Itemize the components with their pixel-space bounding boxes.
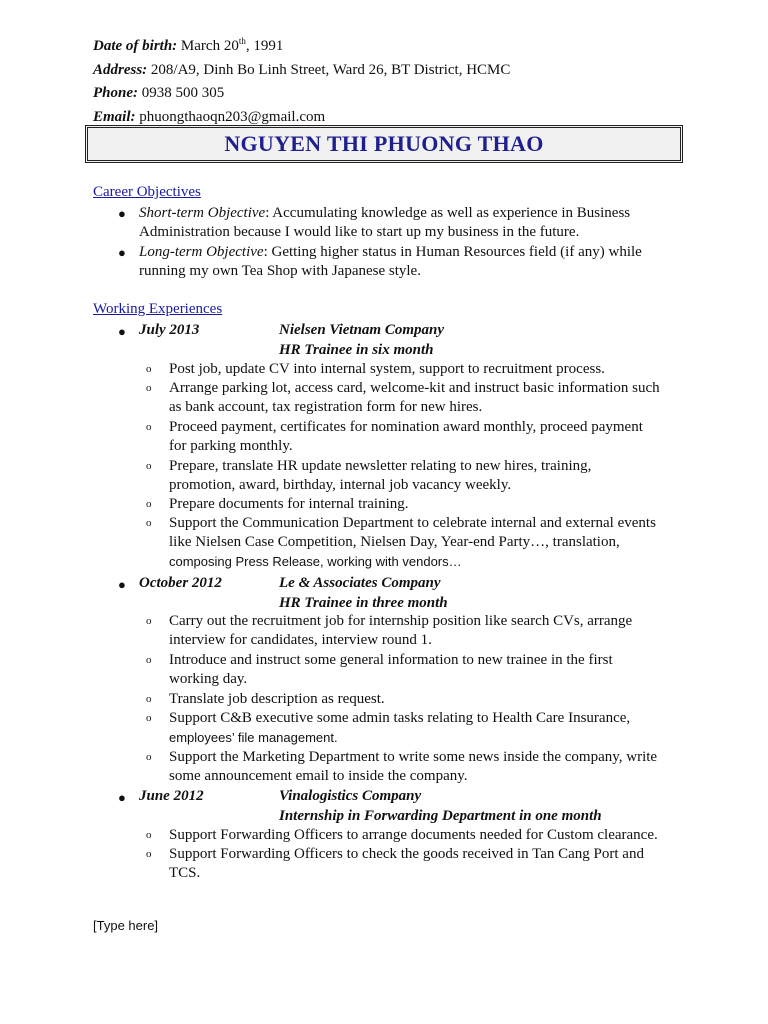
full-name: NGUYEN THI PHUONG THAO xyxy=(224,131,544,156)
job-date: July 2013 xyxy=(139,322,200,338)
bullet-icon: ● xyxy=(118,577,126,592)
address-label: Address: xyxy=(93,61,148,78)
task-item: o Carry out the recruitment job for internship position like search CVs, arrange interview for candidates, interview round 1. xyxy=(146,613,633,649)
job-le-associates xyxy=(139,574,679,613)
task-item: o Support Forwarding Officers to check the goods received in Tan Cang Port and TCS. xyxy=(146,846,644,882)
phone-line xyxy=(93,82,510,106)
job-date: June 2012 xyxy=(139,788,204,804)
job-vinalogistics xyxy=(139,787,679,826)
job-company: Le & Associates Company xyxy=(279,575,441,591)
task-item: o Prepare, translate HR update newsletter relating to new hires, training, promotion, award, birthday, internal job vacancy weekly. xyxy=(146,458,592,494)
address-value: 208/A9, Dinh Bo Linh Street, Ward 26, BT District, HCMC xyxy=(150,61,511,78)
name-header-box xyxy=(85,125,683,163)
job-date: October 2012 xyxy=(139,575,222,591)
bullet-icon: ● xyxy=(118,245,126,260)
task-item: o Support C&B executive some admin tasks relating to Health Care Insurance, employees’ file management. xyxy=(146,710,631,746)
dob-value: March 20th, 1991 xyxy=(180,36,284,54)
job-company: Vinalogistics Company xyxy=(279,788,422,804)
phone-value: 0938 500 305 xyxy=(141,85,225,101)
bullet-icon: ● xyxy=(118,790,126,805)
bullet-icon: ● xyxy=(118,324,126,339)
email-label: Email: xyxy=(93,108,136,125)
long-term-objective: Long-term Objective: Getting higher status in Human Resources field (if any) while running my own Tea Shop with Japanese style. xyxy=(139,244,642,280)
short-term-objective: Short-term Objective: Accumulating knowledge as well as experience in Business Administration because I would like to start up my business in the future. xyxy=(139,205,631,241)
job-role: HR Trainee in three month xyxy=(279,594,448,611)
job-nielsen xyxy=(139,321,679,360)
dob-label: Date of birth: xyxy=(93,38,178,54)
task-item: o Introduce and instruct some general information to new trainee in the first working day. xyxy=(146,652,613,688)
task-item: o Support the Marketing Department to write some news inside the company, write some announcement email to inside the company. xyxy=(146,749,658,785)
working-experiences-heading: Working Experiences xyxy=(93,301,223,317)
job-company: Nielsen Vietnam Company xyxy=(279,322,445,338)
task-item: o Translate job description as request. xyxy=(146,691,385,707)
footer-placeholder[interactable]: [Type here] xyxy=(93,918,159,933)
email-value: phuongthaoqn203@gmail.com xyxy=(139,108,326,125)
task-item: o Proceed payment, certificates for nomination award monthly, proceed payment for parking monthly. xyxy=(146,419,643,455)
dob-line xyxy=(93,30,510,59)
task-item: o Prepare documents for internal training. xyxy=(146,496,409,512)
address-line xyxy=(93,59,510,83)
job-role: HR Trainee in six month xyxy=(279,341,434,358)
task-item: o Support Forwarding Officers to arrange documents needed for Custom clearance. xyxy=(146,827,658,843)
bullet-icon: ● xyxy=(118,206,126,221)
task-item: o Arrange parking lot, access card, welcome-kit and instruct basic information such as bank account, tax registration form for new hires. xyxy=(146,380,660,416)
phone-label: Phone: xyxy=(93,85,138,101)
task-item: o Support the Communication Department to celebrate internal and external events like Nielsen Case Competition, Nielsen Day, Year-end Party…, translation, composing Press Release, working with vendors… xyxy=(146,515,656,570)
career-objectives-heading: Career Objectives xyxy=(93,184,201,200)
contact-info xyxy=(93,30,510,129)
task-item: o Post job, update CV into internal system, support to recruitment process. xyxy=(146,361,605,377)
job-role: Internship in Forwarding Department in one month xyxy=(279,807,602,824)
